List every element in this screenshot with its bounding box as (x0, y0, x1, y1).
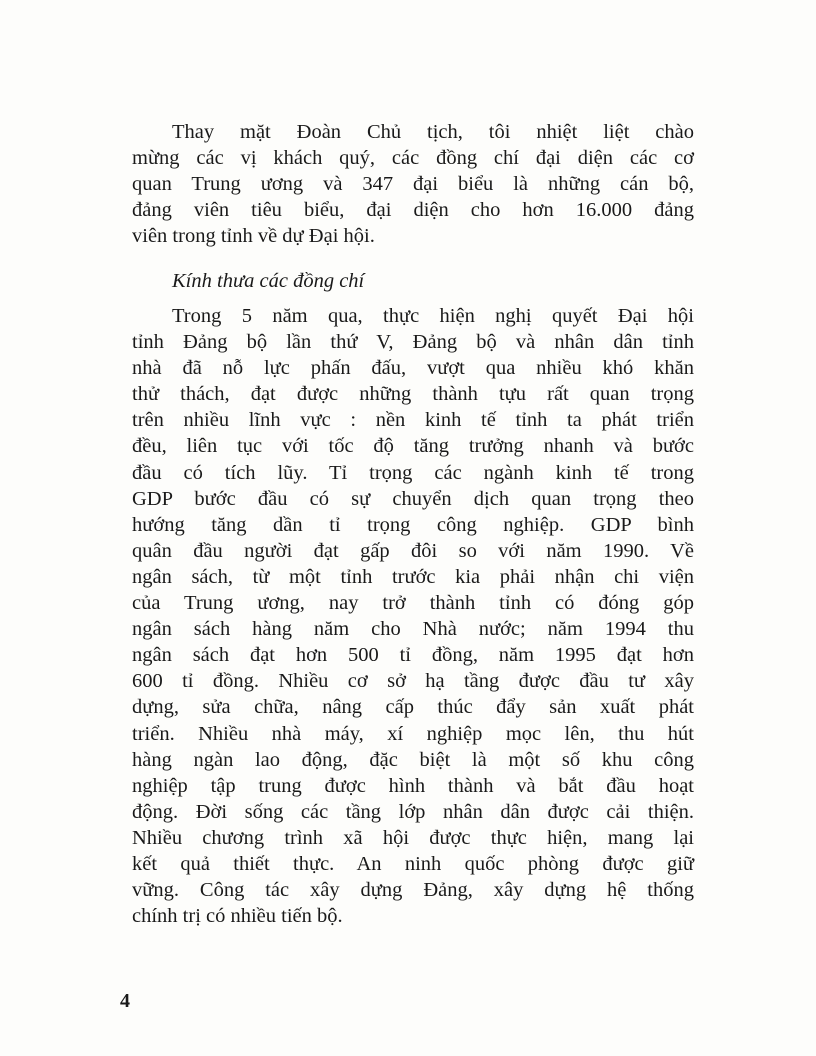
text-line: đều, liên tục với tốc độ tăng trưởng nhanh và bước (132, 435, 694, 458)
text-line: hàng ngàn lao động, đặc biệt là một số khu công (132, 748, 694, 771)
paragraph-achievements (132, 303, 694, 929)
text-line: GDP bước đầu có sự chuyển dịch quan trọng theo (132, 487, 694, 510)
salutation-heading: Kính thưa các đồng chí (172, 270, 365, 292)
text-line: dựng, sửa chữa, nâng cấp thúc đẩy sản xuất phát (132, 696, 694, 719)
text-line: quan Trung ương và 347 đại biểu là những cán bộ, (132, 173, 694, 196)
text-line: hướng tăng dần tỉ trọng công nghiệp. GDP bình (132, 513, 694, 536)
text-line: đầu có tích lũy. Tỉ trọng các ngành kinh tế trong (132, 461, 694, 484)
text-line: nhà đã nỗ lực phấn đấu, vượt qua nhiều khó khăn (132, 357, 694, 380)
text-line: chính trị có nhiều tiến bộ. (132, 905, 343, 928)
text-line: 600 tỉ đồng. Nhiều cơ sở hạ tầng được đầu tư xây (132, 670, 694, 693)
text-line: triển. Nhiều nhà máy, xí nghiệp mọc lên, thu hút (132, 722, 694, 745)
text-line: quân đầu người đạt gấp đôi so với năm 1990. Về (132, 539, 694, 562)
text-line: thử thách, đạt được những thành tựu rất quan trọng (132, 383, 694, 406)
text-line: ngân sách, từ một tỉnh trước kia phải nhận chi viện (132, 565, 694, 588)
text-line: nghiệp tập trung được hình thành và bắt đầu hoạt (132, 774, 694, 797)
text-line: kết quả thiết thực. An ninh quốc phòng được giữ (132, 852, 694, 875)
text-line: mừng các vị khách quý, các đồng chí đại diện các cơ (132, 147, 694, 170)
text-line: động. Đời sống các tầng lớp nhân dân được cải thiện. (132, 800, 694, 823)
text-line: Thay mặt Đoàn Chủ tịch, tôi nhiệt liệt chào (172, 121, 694, 143)
text-line: tỉnh Đảng bộ lần thứ V, Đảng bộ và nhân dân tỉnh (132, 331, 694, 354)
text-line: đảng viên tiêu biểu, đại diện cho hơn 16.000 đảng (132, 199, 694, 222)
paragraph-greeting (132, 119, 694, 249)
text-line: viên trong tỉnh về dự Đại hội. (132, 225, 375, 248)
text-line: ngân sách đạt hơn 500 tỉ đồng, năm 1995 đạt hơn (132, 644, 694, 667)
page-number: 4 (120, 990, 130, 1012)
text-line: vững. Công tác xây dựng Đảng, xây dựng hệ thống (132, 879, 694, 902)
text-line: của Trung ương, nay trở thành tỉnh có đóng góp (132, 592, 694, 615)
text-line: Trong 5 năm qua, thực hiện nghị quyết Đại hội (172, 305, 694, 327)
text-line: ngân sách hàng năm cho Nhà nước; năm 1994 thu (132, 618, 694, 641)
text-line: trên nhiều lĩnh vực : nền kinh tế tỉnh ta phát triển (132, 409, 694, 432)
text-line: Nhiều chương trình xã hội được thực hiện, mang lại (132, 826, 694, 849)
